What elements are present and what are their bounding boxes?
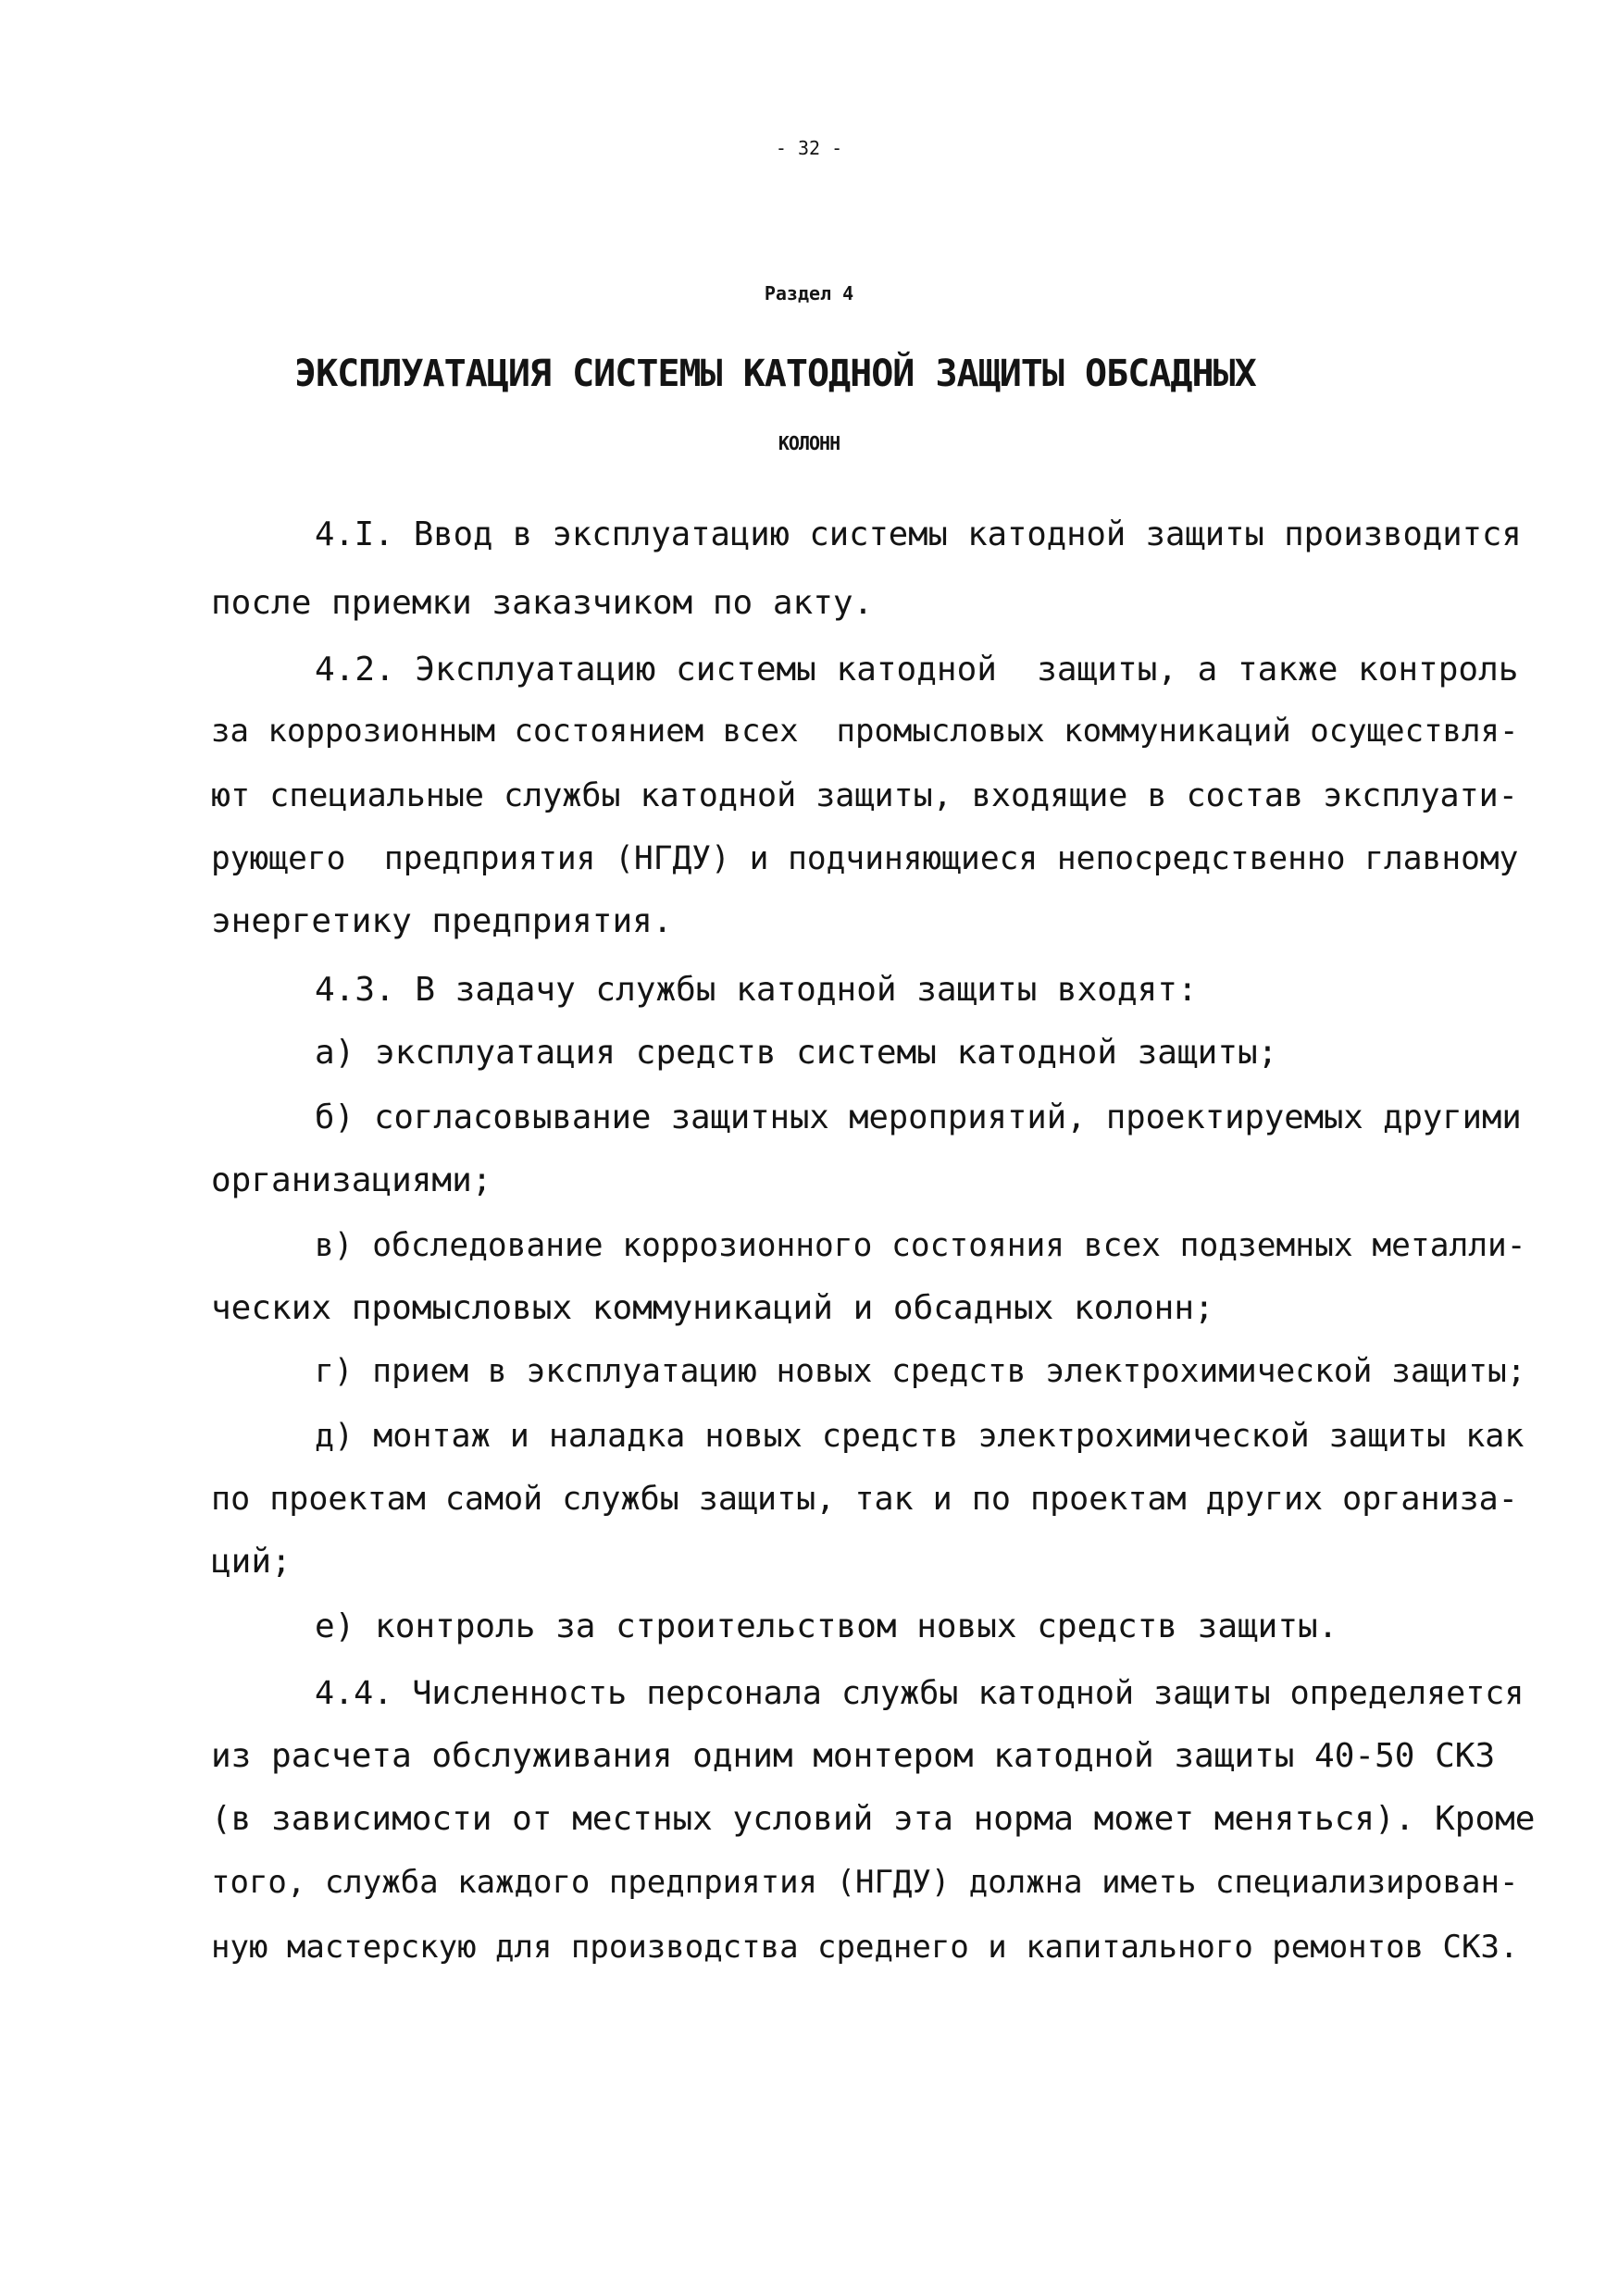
paragraph-line: 4.I. Ввод в эксплуатацию системы катодной защиты производится [315, 515, 1522, 553]
paragraph-line: за коррозионным состоянием всех промысловых коммуникаций осуществля- [211, 713, 1519, 750]
paragraph-line: после приемки заказчиком по акту. [211, 584, 874, 622]
list-item: ческих промысловых коммуникаций и обсадных колонн; [211, 1289, 1214, 1327]
paragraph-line: 4.4. Численность персонала службы катодной защиты определяется [315, 1675, 1525, 1712]
list-item: е) контроль за строительством новых средств защиты. [315, 1607, 1338, 1645]
section-title-line2: КОЛОНН [778, 432, 840, 454]
paragraph-line: из расчета обслуживания одним монтером катодной защиты 40-50 СКЗ [211, 1737, 1496, 1775]
section-title-line1: ЭКСПЛУАТАЦИЯ СИСТЕМЫ КАТОДНОЙ ЗАЩИТЫ ОБСАДНЫХ [294, 353, 1256, 395]
paragraph-line: (в зависимости от местных условий эта норма может меняться). Кроме [211, 1800, 1536, 1838]
paragraph-line: энергетику предприятия. [211, 902, 673, 940]
paragraph-line: ную мастерскую для производства среднего и капитального ремонтов СКЗ. [211, 1929, 1519, 1966]
list-item: организациями; [211, 1161, 492, 1199]
list-item: г) прием в эксплуатацию новых средств электрохимической защиты; [315, 1353, 1526, 1390]
paragraph-line: 4.2. Эксплуатацию системы катодной защиты, а также контроль [315, 651, 1519, 689]
paragraph-line: рующего предприятия (НГДУ) и подчиняющиеся непосредственно главному [211, 840, 1519, 877]
list-item: д) монтаж и наладка новых средств электрохимической защиты как [315, 1418, 1525, 1455]
paragraph-line: ют специальные службы катодной защиты, входящие в состав эксплуати- [211, 777, 1518, 814]
list-item: в) обследование коррозионного состояния всех подземных металли- [315, 1227, 1526, 1264]
paragraph-line: 4.3. В задачу службы катодной защиты входят: [315, 971, 1198, 1009]
list-item: ций; [211, 1543, 292, 1581]
list-item: а) эксплуатация средств системы катодной защиты; [315, 1034, 1278, 1072]
page-number: - 32 - [775, 137, 843, 159]
section-label: Раздел 4 [764, 282, 854, 304]
paragraph-line: того, служба каждого предприятия (НГДУ) должна иметь специализирован- [211, 1864, 1519, 1901]
list-item: б) согласовывание защитных мероприятий, проектируемых другими [315, 1098, 1522, 1136]
list-item: по проектам самой службы защиты, так и по проектам других организа- [211, 1481, 1518, 1518]
